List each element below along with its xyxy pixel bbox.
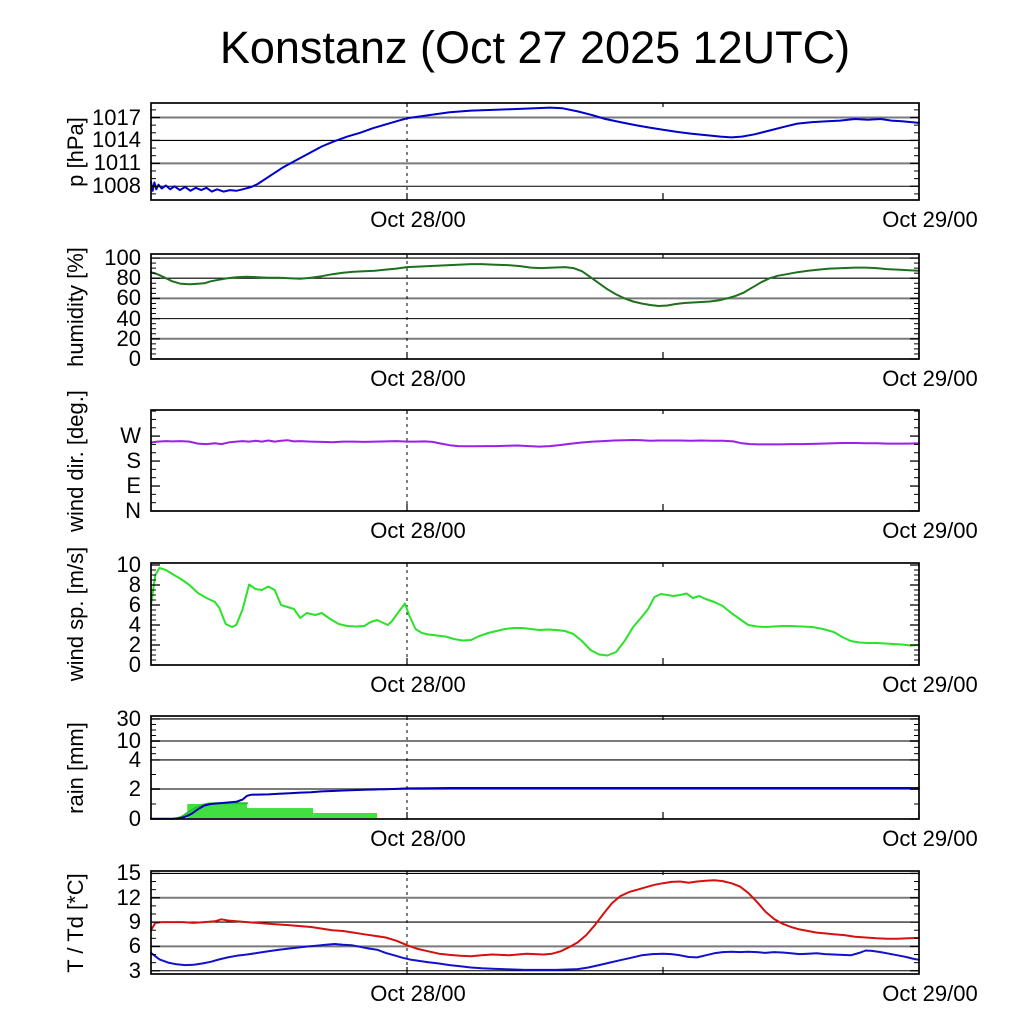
x-axis-label: Oct 29/00 xyxy=(882,518,978,543)
y-axis-label-rain: rain [mm] xyxy=(63,721,88,814)
ytick-label-wind-speed: 2 xyxy=(128,632,141,657)
ytick-label-humidity: 60 xyxy=(116,285,141,311)
series-dewpoint xyxy=(151,944,919,970)
ytick-label-wind-speed: 8 xyxy=(128,572,141,597)
plot-box xyxy=(151,563,919,665)
y-axis-label-humidity: humidity [%] xyxy=(63,246,88,367)
rain-3h-accumulation xyxy=(247,808,313,818)
x-axis-label: Oct 29/00 xyxy=(882,981,978,1006)
x-axis-label: Oct 29/00 xyxy=(882,826,978,851)
x-axis-label: Oct 28/00 xyxy=(370,207,466,232)
series-wind-direction xyxy=(151,440,919,447)
x-axis-label: Oct 29/00 xyxy=(882,366,978,391)
panel-wind-direction xyxy=(151,410,919,511)
x-axis-label: Oct 28/00 xyxy=(370,672,466,697)
ytick-label-wind-direction: S xyxy=(126,448,141,474)
panel-rain xyxy=(151,716,919,819)
ytick-label-humidity: 20 xyxy=(116,325,141,351)
ytick-label-temperature: 15 xyxy=(116,860,141,886)
ytick-label-humidity: 0 xyxy=(128,346,141,371)
x-axis-label: Oct 28/00 xyxy=(370,518,466,543)
series-temperature xyxy=(151,880,919,956)
ytick-label-pressure: 1017 xyxy=(92,104,141,130)
ytick-label-rain: 2 xyxy=(128,776,141,802)
ytick-label-pressure: 1014 xyxy=(92,127,141,153)
panel-wind-speed xyxy=(151,563,919,665)
ytick-label-wind-speed: 6 xyxy=(128,592,141,617)
y-axis-label-temperature: T / Td [*C] xyxy=(63,872,88,973)
ytick-label-rain: 30 xyxy=(116,705,141,731)
series-pressure xyxy=(151,108,919,192)
plot-box xyxy=(151,716,919,819)
rain-3h-accumulation xyxy=(313,813,377,818)
ytick-label-rain: 4 xyxy=(128,746,141,772)
y-axis-label-wind-speed: wind sp. [m/s] xyxy=(63,546,88,682)
plot-box xyxy=(151,254,919,359)
series-wind-speed xyxy=(151,568,919,656)
panel-temperature xyxy=(151,871,919,974)
x-axis-label: Oct 28/00 xyxy=(370,366,466,391)
ytick-label-wind-direction: W xyxy=(120,423,141,449)
x-axis-label: Oct 29/00 xyxy=(882,207,978,232)
ytick-label-temperature: 3 xyxy=(128,957,141,983)
ytick-label-humidity: 100 xyxy=(104,245,141,271)
panel-pressure xyxy=(151,103,919,200)
ytick-label-wind-speed: 4 xyxy=(128,612,141,637)
x-axis-label: Oct 28/00 xyxy=(370,826,466,851)
ytick-label-temperature: 12 xyxy=(116,884,141,910)
ytick-label-wind-speed: 0 xyxy=(128,652,141,677)
ytick-label-humidity: 80 xyxy=(116,265,141,291)
y-axis-label-wind-direction: wind dir. [deg.] xyxy=(63,389,88,532)
ytick-label-pressure: 1011 xyxy=(93,150,141,176)
panel-humidity xyxy=(151,254,919,359)
ytick-label-wind-direction: N xyxy=(125,498,141,523)
ytick-label-wind-speed: 10 xyxy=(116,552,141,577)
chart-title: Konstanz (Oct 27 2025 12UTC) xyxy=(219,22,851,73)
y-axis-label-pressure: p [hPa] xyxy=(63,116,88,187)
x-axis-label: Oct 28/00 xyxy=(370,981,466,1006)
ytick-label-wind-direction: E xyxy=(126,473,141,499)
ytick-label-rain: 10 xyxy=(116,728,141,754)
plot-box xyxy=(151,410,919,511)
ytick-label-temperature: 9 xyxy=(128,909,141,935)
ytick-label-pressure: 1008 xyxy=(92,173,141,199)
ytick-label-temperature: 6 xyxy=(128,933,141,959)
ytick-label-rain: 0 xyxy=(128,806,141,831)
ytick-label-humidity: 40 xyxy=(116,305,141,331)
series-relative-humidity xyxy=(151,264,919,306)
x-axis-label: Oct 29/00 xyxy=(882,672,978,697)
